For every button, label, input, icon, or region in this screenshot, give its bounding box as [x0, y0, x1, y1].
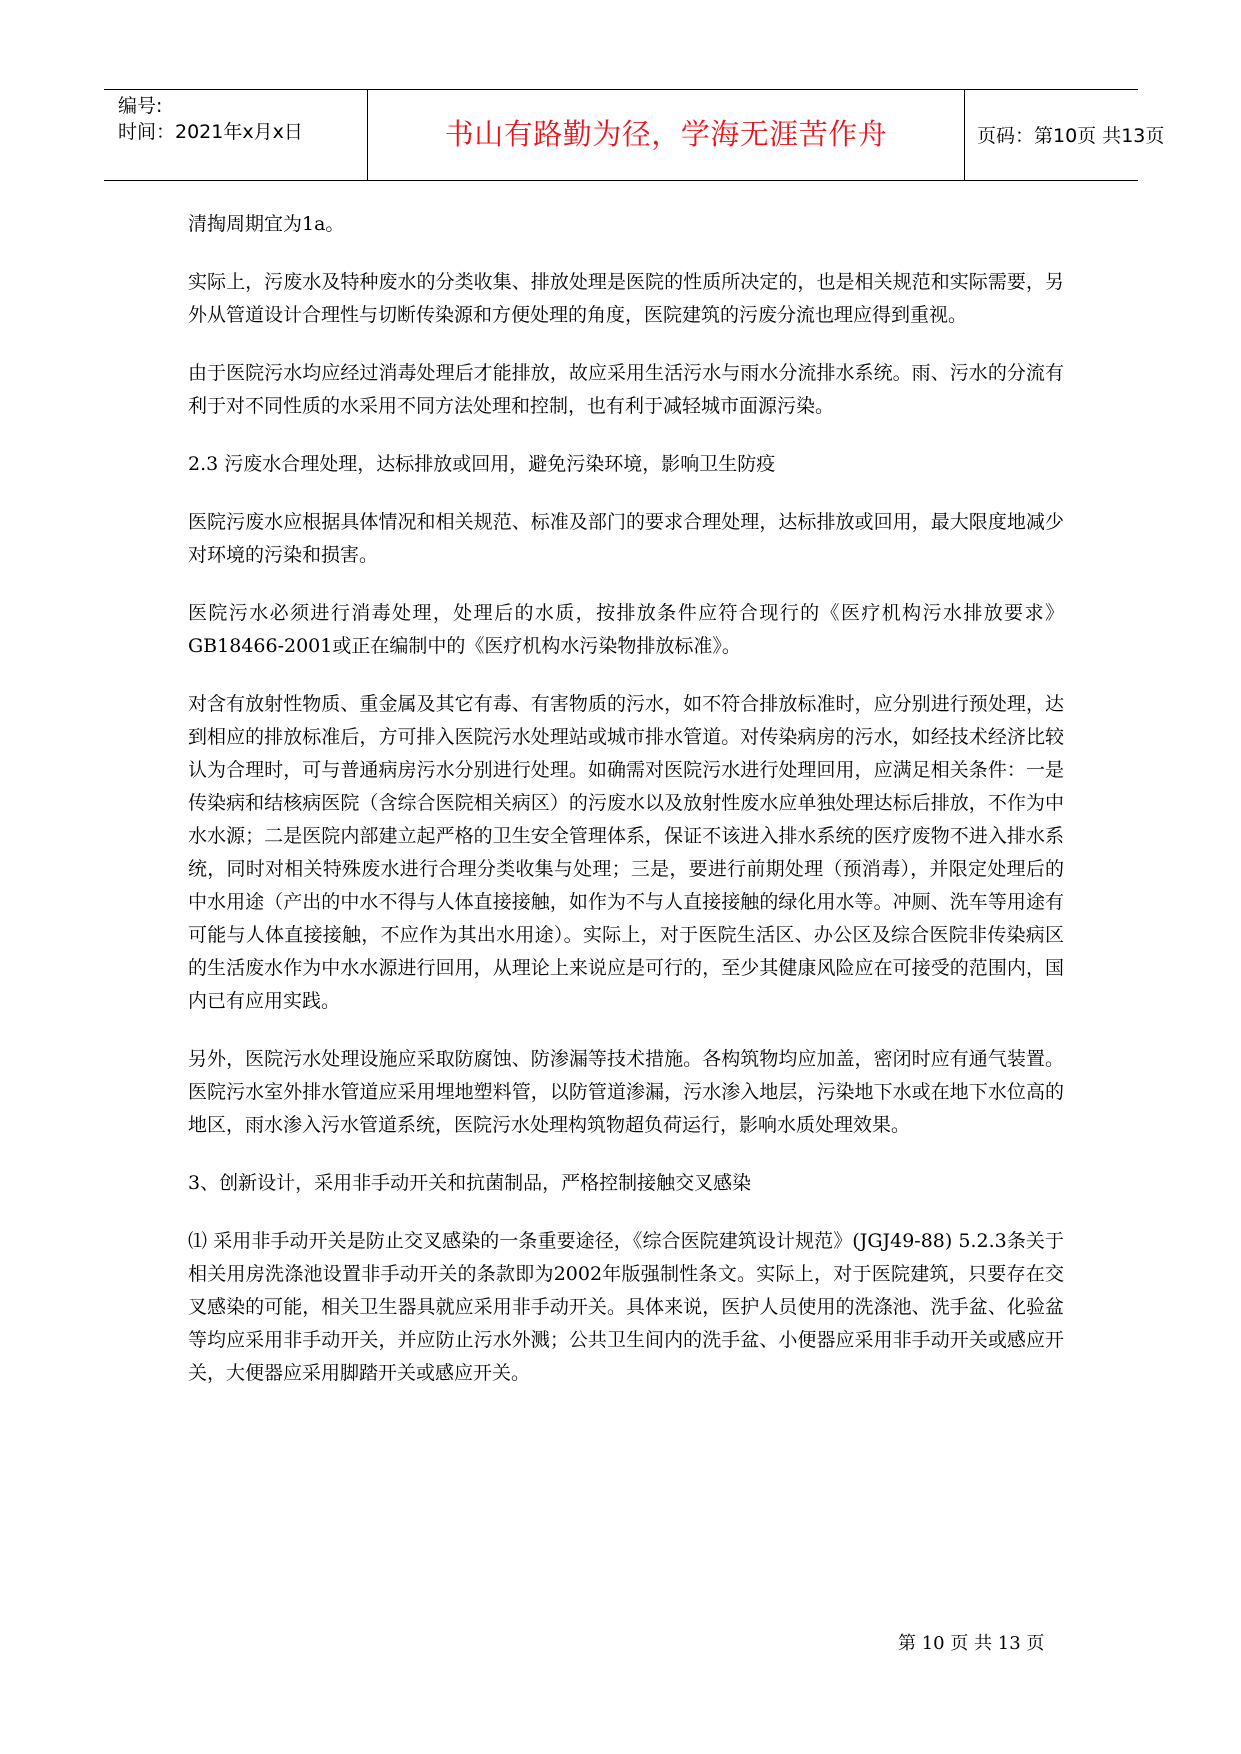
paragraph: 医院污废水应根据具体情况和相关规范、标准及部门的要求合理处理，达标排放或回用，最大限度地减少对环境的污染和损害。: [188, 511, 1064, 566]
paragraph: ⑴ 采用非手动开关是防止交叉感染的一条重要途径，《综合医院建筑设计规范》(JGJ49-88) 5.2.3条关于相关用房洗涤池设置非手动开关的条款即为2002年版强制性条文。实际上，对于医院建筑，只要存在交叉感染的可能，相关卫生器具就应采用非手动开关。具体来说，医护人员使用的洗涤池、洗手盆、化验盆等均应采用非手动开关，并应防止污水外溅；公共卫生间内的洗手盆、小便器应采用非手动开关或感应开关，大便器应采用脚踏开关或感应开关。: [188, 1230, 1064, 1384]
paragraph: 另外，医院污水处理设施应采取防腐蚀、防渗漏等技术措施。各构筑物均应加盖，密闭时应有通气装置。医院污水室外排水管道应采用埋地塑料管，以防管道渗漏，污水渗入地层，污染地下水或在地下水位高的地区，雨水渗入污水管道系统，医院污水处理构筑物超负荷运行，影响水质处理效果。: [188, 1048, 1064, 1136]
paragraph: 清掏周期宜为1a。: [188, 213, 345, 235]
serial-number-label: 编号:: [118, 95, 163, 117]
header-right-cell: [965, 90, 1165, 180]
paragraph: 医院污水必须进行消毒处理，处理后的水质，按排放条件应符合现行的《医疗机构污水排放要求》GB18466-2001或正在编制中的《医疗机构水污染物排放标准》。: [188, 602, 1064, 657]
section-heading: 3、创新设计，采用非手动开关和抗菌制品，严格控制接触交叉感染: [188, 1172, 752, 1194]
paragraph: 对含有放射性物质、重金属及其它有毒、有害物质的污水，如不符合排放标准时，应分别进行预处理，达到相应的排放标准后，方可排入医院污水处理站或城市排水管道。对传染病房的污水，如经技术经济比较认为合理时，可与普通病房污水分别进行处理。如确需对医院污水进行处理回用，应满足相关条件：一是传染病和结核病医院（含综合医院相关病区）的污废水以及放射性废水应单独处理达标后排放，不作为中水水源；二是医院内部建立起严格的卫生安全管理体系，保证不该进入排水系统的医疗废物不进入排水系统，同时对相关特殊废水进行合理分类收集与处理；三是，要进行前期处理（预消毒），并限定处理后的中水用途（产出的中水不得与人体直接接触，如作为不与人直接接触的绿化用水等。冲厕、洗车等用途有可能与人体直接接触，不应作为其出水用途）。实际上，对于医院生活区、办公区及综合医院非传染病区的生活废水作为中水水源进行回用，从理论上来说应是可行的，至少其健康风险应在可接受的范围内，国内已有应用实践。: [188, 693, 1064, 1012]
header-center-cell: [368, 90, 965, 180]
page-header: [104, 89, 1165, 181]
date-label: 时间：2021年x月x日: [118, 121, 303, 143]
section-heading: 2.3 污废水合理处理，达标排放或回用，避免污染环境，影响卫生防疫: [188, 453, 776, 475]
document-body: [188, 208, 1064, 1415]
paragraph: 实际上，污废水及特种废水的分类收集、排放处理是医院的性质所决定的，也是相关规范和实际需要，另外从管道设计合理性与切断传染源和方便处理的角度，医院建筑的污废分流也理应得到重视。: [188, 271, 1064, 326]
header-left-cell: [104, 90, 368, 180]
header-motto: 书山有路勤为径，学海无涯苦作舟: [444, 117, 888, 151]
header-page-number: 页码：第10页 共13页: [977, 125, 1165, 147]
page-footer: 第 10 页 共 13 页: [898, 1633, 1045, 1654]
paragraph: 由于医院污水均应经过消毒处理后才能排放，故应采用生活污水与雨水分流排水系统。雨、污水的分流有利于对不同性质的水采用不同方法处理和控制，也有利于减轻城市面源污染。: [188, 362, 1064, 417]
